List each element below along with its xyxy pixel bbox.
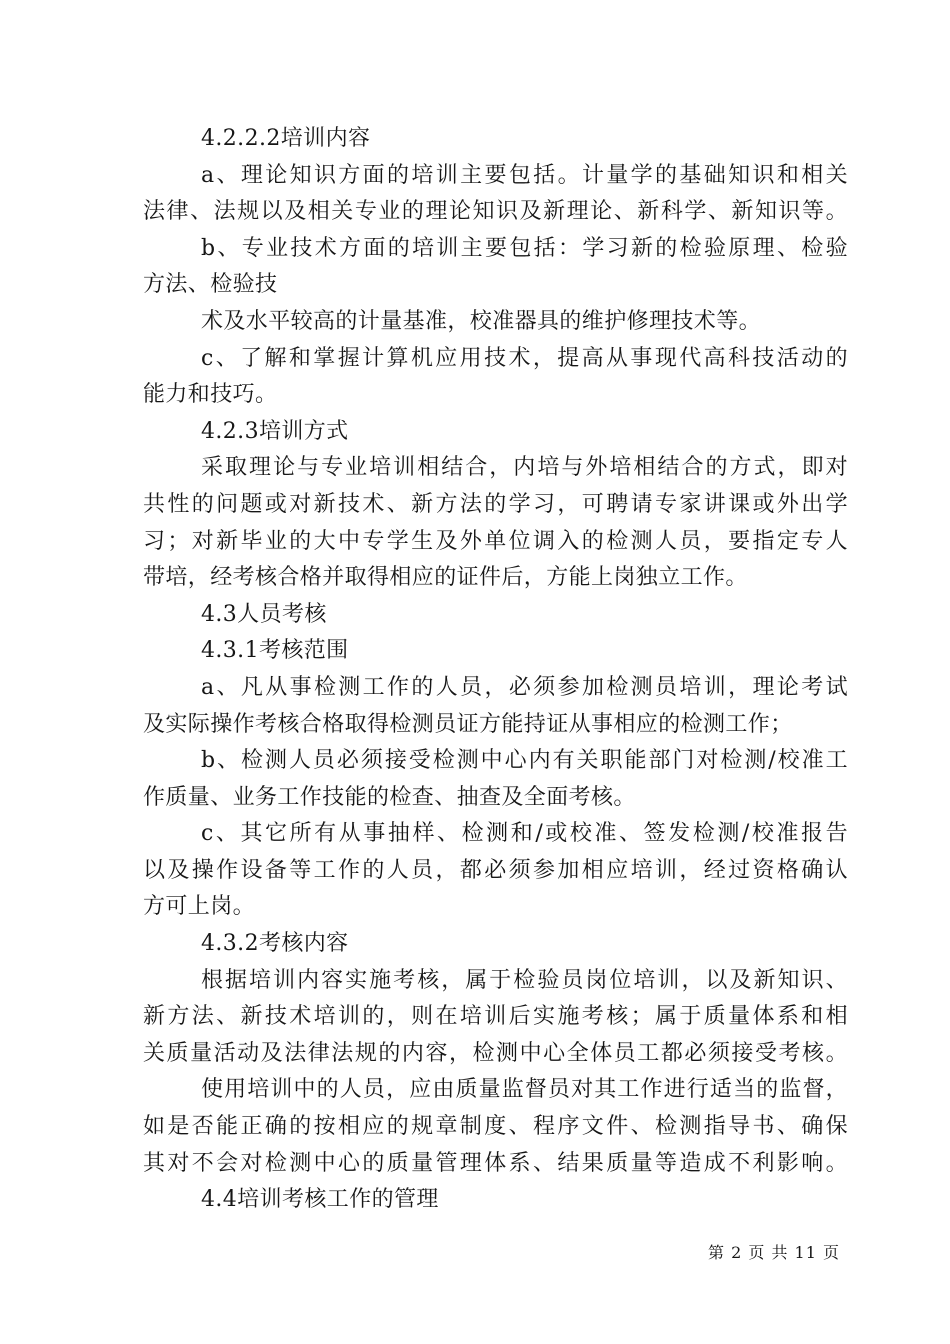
text-line: c、其它所有从事抽样、检测和/或校准、签发检测/校准报告 (201, 821, 848, 847)
section-heading: 4.2.2.2培训内容 (201, 126, 371, 151)
text-line: 法律、法规以及相关专业的理论知识及新理论、新科学、新知识等。 (143, 199, 848, 225)
text-line: 共性的问题或对新技术、新方法的学习，可聘请专家讲课或外出学 (143, 491, 848, 517)
text-line: 方可上岗。 (143, 894, 256, 920)
text-line: 习；对新毕业的大中专学生及外单位调入的检测人员，要指定专人 (143, 528, 848, 554)
text-line: 作质量、业务工作技能的检查、抽查及全面考核。 (143, 784, 636, 810)
text-line: 及实际操作考核合格取得检测员证方能持证从事相应的检测工作； (143, 711, 793, 737)
text-line: 采取理论与专业培训相结合，内培与外培相结合的方式，即对 (201, 455, 848, 481)
section-heading: 4.4培训考核工作的管理 (201, 1187, 439, 1213)
text-line: 根据培训内容实施考核，属于检验员岗位培训，以及新知识、 (201, 967, 848, 993)
section-heading: 4.3.2考核内容 (201, 931, 349, 957)
text-line: 术及水平较高的计量基准，校准器具的维护修理技术等。 (201, 308, 762, 334)
text-line: a、凡从事检测工作的人员，必须参加检测员培训，理论考试 (201, 674, 848, 700)
text-line: 带培，经考核合格并取得相应的证件后，方能上岗独立工作。 (143, 565, 748, 591)
section-heading: 4.3人员考核 (201, 601, 327, 627)
text-line: 能力和技巧。 (143, 382, 278, 408)
text-line: b、专业技术方面的培训主要包括：学习新的检验原理、检验 (201, 235, 848, 261)
text-line: 方法、检验技 (143, 272, 278, 298)
document-body (143, 121, 848, 1219)
text-line: b、检测人员必须接受检测中心内有关职能部门对检测/校准工 (201, 748, 848, 774)
section-heading: 4.2.3培训方式 (201, 418, 349, 444)
text-line: c、了解和掌握计算机应用技术，提高从事现代高科技活动的 (201, 345, 848, 371)
text-line: 新方法、新技术培训的，则在培训后实施考核；属于质量体系和相 (143, 1004, 848, 1030)
text-line: 关质量活动及法律法规的内容，检测中心全体员工都必须接受考核。 (143, 1040, 848, 1066)
text-line: 其对不会对检测中心的质量管理体系、结果质量等造成不利影响。 (143, 1150, 848, 1176)
text-line: 如是否能正确的按相应的规章制度、程序文件、检测指导书、确保 (143, 1114, 848, 1140)
text-line: 使用培训中的人员，应由质量监督员对其工作进行适当的监督， (201, 1077, 848, 1103)
text-line: a、理论知识方面的培训主要包括。计量学的基础知识和相关 (201, 162, 848, 188)
section-heading: 4.3.1考核范围 (201, 638, 349, 664)
page-number: 第 2 页 共 11 页 (708, 1243, 840, 1262)
text-line: 以及操作设备等工作的人员，都必须参加相应培训，经过资格确认 (143, 857, 848, 883)
